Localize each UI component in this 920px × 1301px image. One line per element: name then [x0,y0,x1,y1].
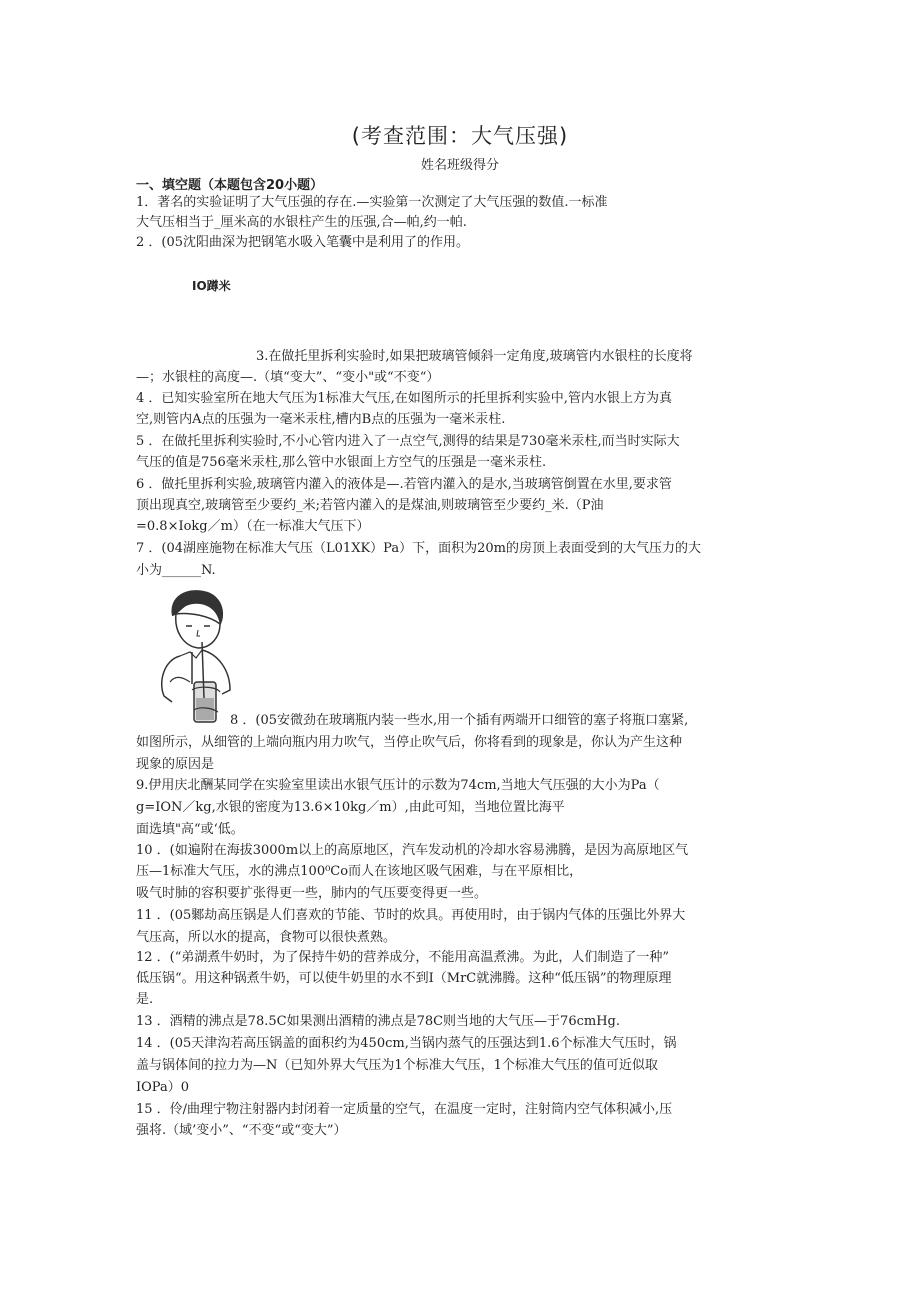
question-line: 气压高，所以水的提高，食物可以很快煮熟。 [136,930,397,945]
question-line: 3.在做托里拆利实验时,如果把玻璃管倾斜一定角度,玻璃管内水银柱的长度将 [256,349,693,364]
section-heading: 一、填空题（本题包含20小题） [136,178,324,193]
question-line: 压—1标准大气压，水的沸点100⁰Co而人在该地区吸气困难，与在平原相比， [136,864,583,879]
question-line: 强将.（域’变小”、“不变“或“变大”） [136,1123,347,1138]
question-line: 4 ．已知实验室所在地大气压为1标准大气压,在如图所示的托里拆利实验中,管内水银上方为真 [136,391,672,406]
question-line: 9.伊用庆北酬某同学在实验室里读出水银气压计的示数为74cm,当地大气压强的大小为Pa（ [136,778,660,793]
question-line: 5 ．在做托里拆利实验时,不小心管内进入了一点空气,测得的结果是730毫米汞柱,而当时实际大 [136,434,680,449]
question-line: 10 ．(如遍附在海拔3000m以上的高原地区，汽车发动机的冷却水容易沸腾，是因为高原地区气 [136,843,689,858]
question-line: 现象的原因是 [136,757,215,772]
question-line: 11 ．(05鄹劫高压锅是人们喜欢的节能、节时的炊具。再使用时，由于锅内气体的压强比外界大 [136,908,686,923]
question-line: 顶出现真空,玻璃管至少要约_米;若管内灌入的是煤油,则玻璃管至少要约_米.（P油 [136,498,604,513]
question-line: 小为______N. [136,563,216,578]
question-line: 气压的值是756毫米汞柱,那么管中水银面上方空气的压强是一毫米汞柱. [136,455,547,470]
figure-label: IO蹲米 [192,279,231,293]
question-line: 1．著名的实验证明了大气压强的存在.—实验第一次测定了大气压强的数值.一标准 [136,195,608,210]
question-line: 如图所示，从细管的上端向瓶内用力吹气，当停止吹气后，你将看到的现象是，你认为产生这种 [136,735,683,750]
question-line: 盖与锅体间的拉力为—N（已知外界大气压为1个标准大气压，1个标准大气压的值可近似取 [136,1058,658,1073]
boy-blowing-bottle-figure [150,586,236,726]
question-line: —；水银柱的高度—.（填“变大”、“变小"或“不变“） [136,370,440,385]
question-line: IOPa）0 [136,1080,189,1095]
question-line: 2 ．(05沈阳曲深为把钢笔水吸入笔囊中是利用了的作用。 [136,235,470,250]
question-line: 8 ．(05安微劲在玻璃瓶内装一些水,用一个插有两端开口细管的塞子将瓶口塞紧, [230,713,689,728]
question-line: 15 ．伶/曲理宁物注射器内封闭着一定质量的空气，在温度一定时，注射筒内空气体积减小,压 [136,1102,673,1117]
page-title: (考查范围：大气压强) [351,124,569,148]
question-line: 12 ．(“弟湖煮牛奶时，为了保持牛奶的营养成分，不能用高温煮沸。为此，人们制造了一种” [136,950,670,965]
question-line: 7 ．(04湖座施物在标准大气压（L01XK）Pa）下，面积为20m的房顶上表面受到的大气压力的大 [136,541,701,556]
question-line: 大气压相当于_厘米高的水银柱产生的压强,合—帕,约一帕. [136,215,467,230]
question-line: 13 ．酒精的沸点是78.5C如果测出酒精的沸点是78C则当地的大气压—于76cmHg. [136,1014,620,1029]
question-line: 14 ．(05天津沟若高压锅盖的面积约为450cm,当锅内蒸气的压强达到1.6个标准大气压时，锅 [136,1036,677,1051]
question-line: 面选填"高“或‘低。 [136,822,244,837]
question-line: 6 ．做托里拆利实验,玻璃管内灌入的液体是—.若管内灌入的是水,当玻璃管倒置在水里,要求管 [136,477,672,492]
question-line: 空,则管内A点的压强为一毫米汞柱,槽内B点的压强为一毫米汞柱. [136,412,506,427]
question-line: =0.8×Iokg／m）（在一标准大气压下） [136,519,370,534]
question-line: 是. [136,992,154,1007]
question-line: 吸气时肺的容积要扩张得更一些，肺内的气压要变得更一些。 [136,886,488,901]
question-line: 低压锅“。用这种锅煮牛奶，可以使牛奶里的水不到I（MrC就沸腾。这种“低压锅”的物理原理 [136,971,672,986]
question-line: g=ION／kg,水银的密度为13.6×10kg／m）,由此可知，当地位置比海平 [136,800,565,815]
name-class-score-line: 姓名班级得分 [420,158,499,173]
